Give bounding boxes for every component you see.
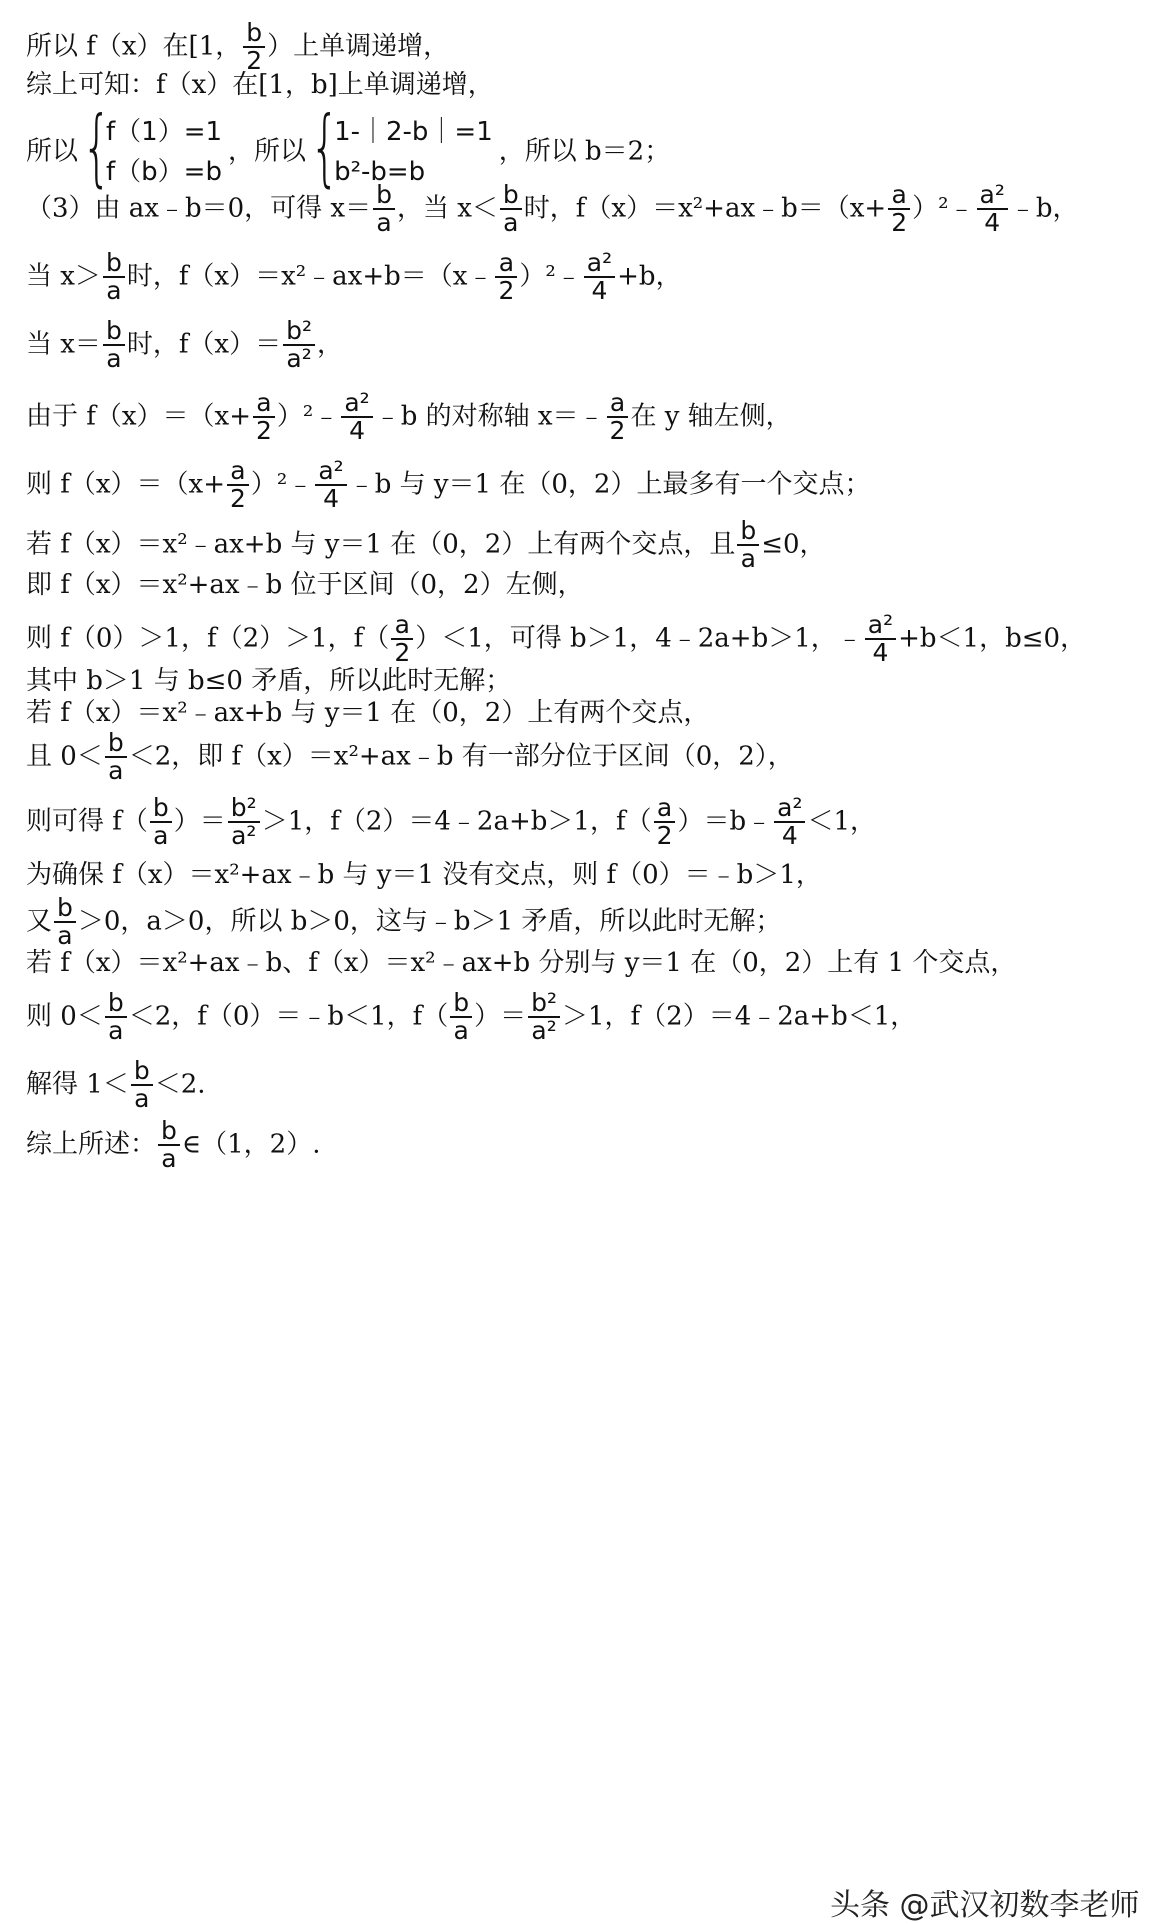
fraction-numerator: b <box>502 180 519 209</box>
text-run: 所以 f（x）在[1， <box>26 31 242 62</box>
text-run: 解得 1＜ <box>26 1069 129 1100</box>
fraction <box>528 990 560 1045</box>
fraction <box>341 390 372 445</box>
text-run: ，所以 b＝2； <box>498 136 671 167</box>
fraction <box>865 612 896 667</box>
fraction-denominator: a <box>105 756 127 784</box>
text-run: ＞0，a＞0，所以 b＞0，这与﹣b＞1 矛盾，所以此时无解； <box>77 906 782 937</box>
text-run: 其中 b＞1 与 b≤0 矛盾，所以此时无解； <box>26 666 512 696</box>
fraction-denominator: 4 <box>774 821 805 849</box>
solution-line <box>26 250 682 305</box>
fraction <box>315 458 346 513</box>
fraction-numerator: b² <box>286 316 313 345</box>
fraction-denominator: 4 <box>315 484 346 512</box>
fraction <box>150 795 172 850</box>
text-run: ）²﹣ <box>519 261 582 292</box>
text-run: 则 f（0）＞1，f（2）＞1，f（ <box>26 623 390 654</box>
fraction <box>584 250 615 305</box>
fraction-numerator: b <box>453 988 470 1017</box>
fraction <box>105 730 127 785</box>
text-run: 由于 f（x）＝（x+ <box>26 401 251 432</box>
fraction <box>495 250 517 305</box>
text-run: ）上单调递增， <box>267 31 450 62</box>
solution-line <box>26 668 511 694</box>
fraction-numerator: a <box>609 388 626 417</box>
text-run: ， <box>317 329 344 360</box>
text-run: +b＜1，b≤0， <box>898 623 1087 654</box>
solution-line <box>26 390 792 445</box>
text-run: ＞1，f（2）＝4﹣2a+b＞1，f（ <box>261 806 652 837</box>
text-run: 在 y 轴左侧， <box>630 401 792 432</box>
watermark: 头条 @武汉初数李老师 <box>830 1888 1140 1923</box>
text-run: （3）由 ax﹣b＝0，可得 x＝ <box>26 193 372 224</box>
solution-line <box>26 318 343 373</box>
left-brace-icon: { <box>310 98 340 196</box>
fraction-denominator: 4 <box>865 638 896 666</box>
text-run: ﹣b 与 y＝1 在（0，2）上最多有一个交点； <box>348 469 871 500</box>
fraction <box>131 1058 153 1113</box>
fraction <box>228 795 260 850</box>
fraction-numerator: b <box>161 1116 177 1145</box>
fraction-denominator: 2 <box>654 821 676 849</box>
fraction-numerator: b <box>740 516 757 545</box>
fraction-denominator: 2 <box>227 484 249 512</box>
fraction-denominator: a <box>54 921 76 949</box>
fraction <box>227 458 249 513</box>
fraction-numerator: a² <box>867 610 894 639</box>
text-run: 则可得 f（ <box>26 806 148 837</box>
text-run: 当 x＞ <box>26 261 101 292</box>
equation-row: 1-｜2-b｜=1 <box>334 117 493 147</box>
solution-line <box>26 950 1016 976</box>
fraction <box>607 390 629 445</box>
solution-line <box>26 795 876 850</box>
equation-system <box>82 98 223 196</box>
text-run: ﹣b， <box>1009 193 1079 224</box>
fraction <box>888 182 910 237</box>
solution-line <box>26 895 781 950</box>
fraction <box>500 182 522 237</box>
text-run: ＜1， <box>807 806 877 837</box>
fraction <box>103 250 125 305</box>
fraction-denominator: 4 <box>977 208 1008 236</box>
solution-line <box>26 20 449 75</box>
text-run: ）＝b﹣ <box>677 806 773 837</box>
fraction-numerator: b <box>107 988 124 1017</box>
solution-line <box>26 730 794 785</box>
text-run: ，所以 <box>228 136 307 167</box>
fraction-denominator: 2 <box>253 416 275 444</box>
fraction-numerator: b <box>105 316 122 345</box>
equation-row: f（b）=b <box>106 157 222 188</box>
solution-line <box>26 72 494 98</box>
fraction-denominator: a² <box>283 344 315 372</box>
fraction-numerator: a² <box>318 456 344 485</box>
fraction-denominator: 4 <box>341 416 372 444</box>
text-run: 则 f（x）＝（x+ <box>26 469 225 500</box>
solution-line <box>26 1058 206 1113</box>
fraction <box>977 182 1008 237</box>
solution-line <box>26 990 916 1045</box>
fraction-denominator: a <box>150 821 172 849</box>
fraction-denominator: a <box>737 544 759 572</box>
fraction-numerator: b <box>246 18 263 47</box>
text-run: 又 <box>26 906 53 937</box>
fraction-numerator: b <box>107 728 124 757</box>
text-run: ＞1，f（2）＝4﹣2a+b＜1， <box>562 1001 917 1032</box>
fraction <box>654 795 676 850</box>
text-run: 时，f（x）＝x²﹣ax+b＝（x﹣ <box>126 261 494 292</box>
solution-line <box>26 612 1086 667</box>
fraction-denominator: 2 <box>495 276 517 304</box>
fraction-denominator: 2 <box>391 638 413 666</box>
fraction-numerator: a <box>656 793 673 822</box>
fraction-denominator: 2 <box>243 46 265 74</box>
fraction <box>391 612 413 667</box>
solution-line <box>26 862 822 888</box>
text-run: 综上可知：f（x）在[1，b]上单调递增， <box>26 70 494 100</box>
solution-line <box>26 182 1079 237</box>
fraction <box>54 895 76 950</box>
fraction-numerator: b <box>105 248 122 277</box>
fraction-denominator: a <box>103 344 125 372</box>
fraction-denominator: a <box>158 1144 180 1172</box>
solution-line <box>26 1118 321 1173</box>
fraction-numerator: a² <box>979 180 1005 209</box>
fraction-denominator: a <box>103 276 125 304</box>
equation-system <box>310 98 493 196</box>
text-run: 若 f（x）＝x²﹣ax+b 与 y＝1 在（0，2）上有两个交点，且 <box>26 529 736 560</box>
fraction-numerator: a <box>394 610 410 639</box>
fraction-numerator: a² <box>777 793 803 822</box>
fraction-numerator: a <box>498 248 515 277</box>
fraction-denominator: 2 <box>607 416 629 444</box>
text-run: 即 f（x）＝x²+ax﹣b 位于区间（0，2）左侧， <box>26 570 584 600</box>
text-run: 则 0＜ <box>26 1001 103 1032</box>
fraction-denominator: 4 <box>584 276 615 304</box>
text-run: ﹣b 的对称轴 x＝﹣ <box>374 401 605 432</box>
fraction-denominator: a <box>500 208 522 236</box>
fraction <box>373 182 395 237</box>
text-run: 所以 <box>26 136 79 167</box>
fraction-denominator: a² <box>528 1016 560 1044</box>
solution-line <box>26 700 709 726</box>
fraction-numerator: b <box>152 793 169 822</box>
text-run: ）²﹣ <box>912 193 975 224</box>
left-brace-icon: { <box>82 98 112 196</box>
fraction-numerator: b <box>133 1056 150 1085</box>
text-run: 时，f（x）＝ <box>126 329 282 360</box>
fraction <box>774 795 805 850</box>
fraction-denominator: a <box>105 1016 127 1044</box>
fraction-numerator: a² <box>586 248 613 277</box>
text-run: +b， <box>617 261 682 292</box>
equation-row: b²-b=b <box>334 157 426 188</box>
fraction-numerator: b² <box>531 988 558 1017</box>
text-run: ＜2，f（0）＝﹣b＜1，f（ <box>128 1001 449 1032</box>
text-run: 若 f（x）＝x²﹣ax+b 与 y＝1 在（0，2）上有两个交点， <box>26 698 710 728</box>
fraction-numerator: b² <box>230 793 257 822</box>
fraction <box>737 518 759 573</box>
text-run: ＜2，即 f（x）＝x²+ax﹣b 有一部分位于区间（0，2）， <box>128 741 794 772</box>
text-run: 当 x＝ <box>26 329 101 360</box>
text-run: ）＝ <box>173 806 226 837</box>
text-run: ＜2. <box>154 1069 206 1100</box>
text-run: ）²﹣ <box>276 401 340 432</box>
text-run: 为确保 f（x）＝x²+ax﹣b 与 y＝1 没有交点，则 f（0）＝﹣b＞1， <box>26 860 822 890</box>
solution-line <box>26 458 870 513</box>
solution-line <box>26 572 584 598</box>
fraction-numerator: a <box>230 456 246 485</box>
text-run: ，当 x＜ <box>396 193 498 224</box>
solution-line <box>26 98 671 196</box>
fraction <box>158 1118 180 1173</box>
fraction-numerator: a <box>891 180 907 209</box>
fraction-numerator: a <box>256 388 272 417</box>
fraction-denominator: a <box>450 1016 472 1044</box>
equation-row: f（1）=1 <box>106 117 223 147</box>
text-run: 综上所述： <box>26 1129 157 1160</box>
fraction-denominator: a² <box>228 821 260 849</box>
fraction <box>450 990 472 1045</box>
text-run: 且 0＜ <box>26 741 103 772</box>
text-run: ）＜1，可得 b＞1，4﹣2a+b＞1，﹣ <box>415 623 863 654</box>
text-run: 若 f（x）＝x²+ax﹣b、f（x）＝x²﹣ax+b 分别与 y＝1 在（0，2）上有 1 个交点， <box>26 948 1017 978</box>
fraction-numerator: b <box>376 180 392 209</box>
fraction <box>105 990 127 1045</box>
solution-line <box>26 518 826 573</box>
fraction-denominator: 2 <box>888 208 910 236</box>
fraction <box>243 20 265 75</box>
fraction-denominator: a <box>131 1084 153 1112</box>
fraction <box>283 318 315 373</box>
text-run: 时，f（x）＝x²+ax﹣b＝（x+ <box>523 193 887 224</box>
fraction-numerator: b <box>57 893 73 922</box>
text-run: ）＝ <box>474 1001 527 1032</box>
text-run: ）²﹣ <box>250 469 314 500</box>
fraction <box>253 390 275 445</box>
text-run: ∈（1，2）. <box>181 1129 321 1160</box>
text-run: ≤0， <box>761 529 826 560</box>
fraction <box>103 318 125 373</box>
fraction-numerator: a² <box>344 388 370 417</box>
fraction-denominator: a <box>373 208 395 236</box>
